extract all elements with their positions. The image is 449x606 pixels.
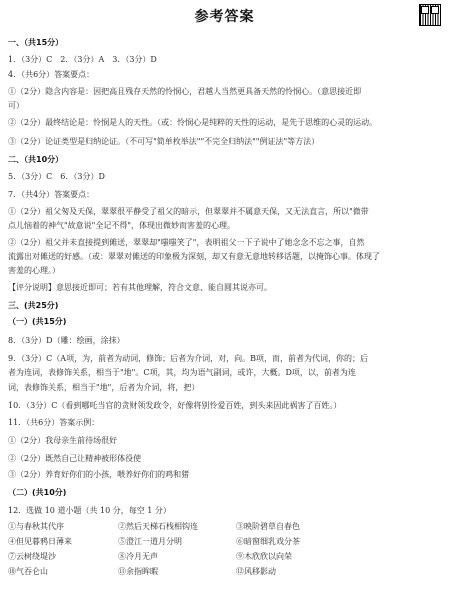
blank-answer: ⑨木欣欣以向荣 [236,552,292,561]
blank-row [8,537,356,552]
answer-line: 8．（3分）D（雕：绘画，涂抹） [8,336,125,345]
blank-row [8,567,356,582]
answer-line: 10．（3分）C（看到哪吒当官的贪财领发政令，好像将别怜爱百姓，到头来因此祸害了百姓。） [8,401,342,410]
blank-answer: ⑧冷月无声 [118,552,158,561]
blank-answer: ⑥暗窗细乳戏分茶 [236,537,300,546]
section-heading: 一、（共15分） [8,38,64,47]
answer-line: 【评分说明】意思接近即可；若有其他理解，符合文意、能自圆其说亦可。 [8,283,272,292]
answer-line: 1．（3分）C 2．（3分）A 3．（3分）D [8,55,157,64]
answer-line: 词，表修饰关系，相当于"地"，后者为介词，将，把） [8,383,200,392]
blank-answer: ⑦云树绕堤沙 [8,552,56,561]
answer-line: ③（2分）论证类型是归纳论证。（不可写"简单枚举法""不完全归纳法""例证法"等方法） [8,137,320,146]
blank-answer: ⑩气吞仑山 [8,567,48,576]
section-heading: （二）(共10分) [8,488,67,497]
answer-line: ①（2分）祖父匆及天保，翠翠很平静受了祖父的暗示，但翠翠并不属意天保，又无法直言，所以"微带 [8,207,369,216]
answer-line: ②（2分）祖父并未直接提到傩送，翠翠却"嗤嗤笑了"，表明祖父一下子说中了她念念不忘之事，自然 [8,238,365,247]
answer-line: 12．选做 10 道小题（共 10 分，每空 1 分） [8,506,171,515]
answer-line: ①（2分）隐含内容是：因把高且残存天然的怜悯心，君越人当然更具备天然的怜悯心。（意思接近即 [8,87,362,96]
section-heading: （一）(共15分) [8,317,67,326]
answer-line: 5．（3分）C 6．（3分）D [8,172,105,181]
blank-answer: ③映阶碧草自春色 [236,522,300,531]
answer-line: 点儿恼着的神气"故意说"全记不得"，体现出微妙而害羞的心理。 [8,221,236,230]
blank-answer: ⑪余指眸暇 [118,567,158,576]
answer-line: 4．（共6分）答案要点： [8,70,95,79]
qr-code-icon [419,4,441,26]
answer-line: 害羞的心理。） [8,266,60,275]
answer-line: ③（2分）养育好你们的小孩，喂养好你们的鸡和猪 [8,470,190,479]
answer-line: 7．（共4分）答案要点： [8,190,95,199]
answer-line: 流露出对傩送的好感。（或：翠翠对傩送的印象极为深刻，却又有意无意地转移话题，以掩饰心事。体现了 [8,252,380,261]
blank-row [8,552,356,567]
answer-line: ②（2分）最终结论是：怜悯是人的天性。（或：怜悯心是纯粹的天性的运动，是先于思维的心灵的运动。 [8,118,378,127]
answer-line: 11．（共6分）答案示例： [8,418,100,427]
section-heading: 三、(共25分) [8,301,59,310]
answer-line: 者为连词，表修饰关系，相当于"地"。C项，其，均为语气副词，或许，大概。D项，以，前者为连 [8,368,356,377]
blank-answer: ④但见暮鸦日薄来 [8,537,72,546]
page-title: 参考答案 [194,9,255,25]
fill-in-blanks-grid [8,522,356,582]
blank-answer: ①与春秋其代序 [8,522,64,531]
answer-line: ①（2分）我母亲生前待场很好 [8,436,118,445]
answer-line: ②（2分）既然自己让精神被形体役使 [8,454,142,463]
answer-line: 9．（3分）C（A项，为，前者为动词，修饰；后者为介词，对，向。B项，而，前者为代词，你的；后 [8,354,368,363]
blank-answer: ⑤澄江一道月分明 [118,537,182,546]
answer-line: 可） [8,101,24,110]
blank-answer: ②然后天梯石栈相钩连 [118,522,198,531]
blank-row [8,522,356,537]
blank-answer: ⑫风移影动 [236,567,276,576]
section-heading: 二、（共10分） [8,155,64,164]
